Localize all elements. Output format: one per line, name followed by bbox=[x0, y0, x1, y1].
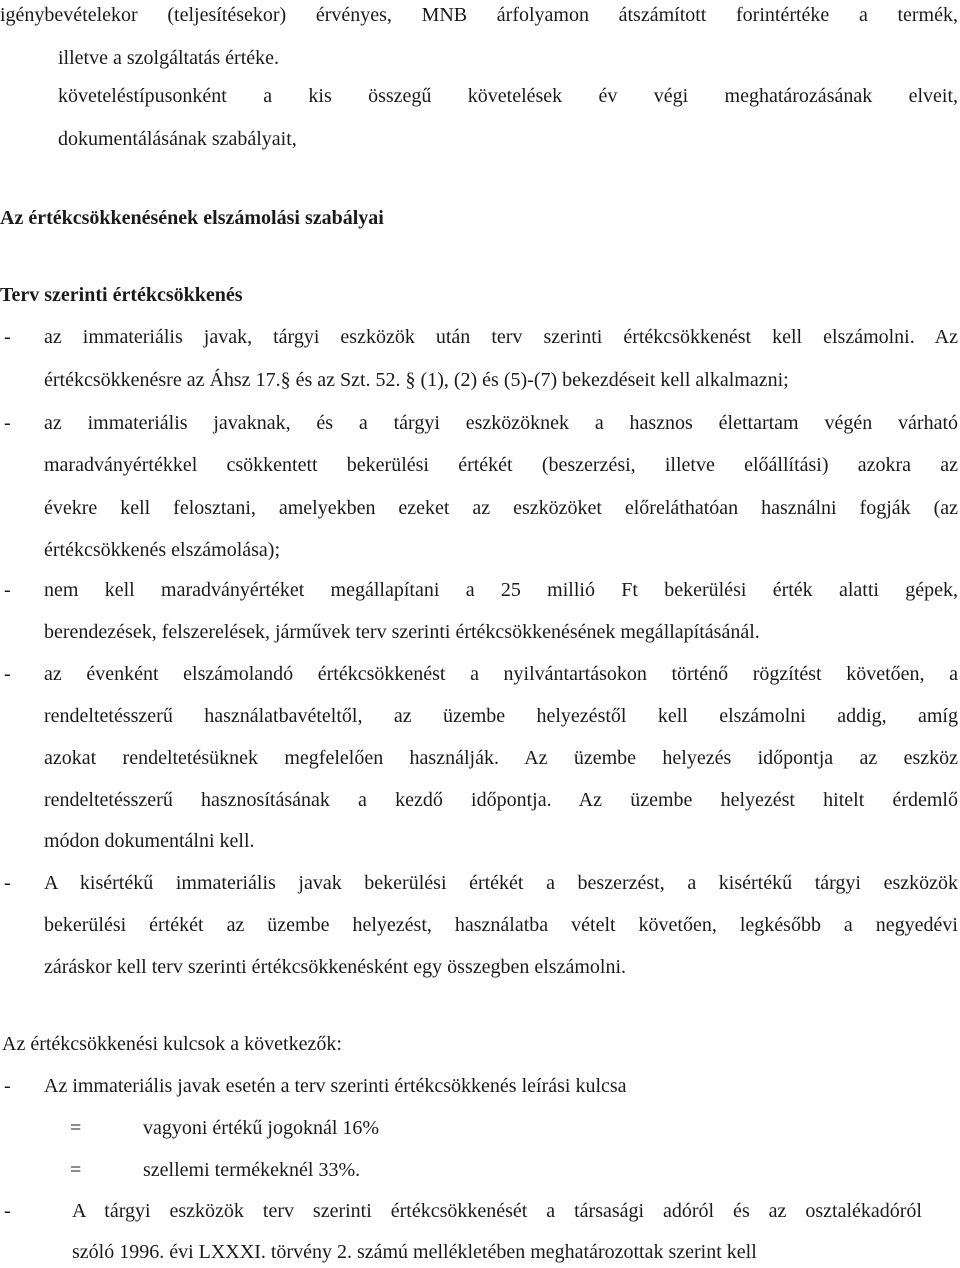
list-item-continuation bbox=[0, 913, 960, 937]
list-item-text: bekerülési értékét az üzembe helyezést, használatba vételt követően, legkésőbb a negyedévi bbox=[44, 914, 958, 936]
list-item-continuation: értékcsökkenés elszámolása); bbox=[44, 539, 281, 561]
list-item-text: rendeltetésszerű használatbavételtől, az üzembe helyezéstől kell elszámolni addig, amíg bbox=[44, 705, 958, 727]
list-item-text: azokat rendeltetésüknek megfelelően használják. Az üzembe helyezés időpontja az eszköz bbox=[44, 747, 958, 769]
list-item-text: az immateriális javak, tárgyi eszközök után terv szerinti értékcsökkenést kell elszámolni. Az bbox=[44, 326, 958, 348]
list-dash: - bbox=[4, 872, 11, 894]
list-item-text: nem kell maradványértéket megállapítani a 25 millió Ft bekerülési érték alatti gépek, bbox=[44, 579, 958, 601]
list-item-continuation bbox=[0, 496, 960, 520]
subsection-heading: Terv szerinti értékcsökkenés bbox=[0, 284, 243, 306]
list-item bbox=[0, 1074, 960, 1098]
rate-text: vagyoni értékű jogoknál 16% bbox=[143, 1117, 380, 1139]
list-item bbox=[0, 411, 960, 435]
list-item-continuation: záráskor kell terv szerinti értékcsökkenésként egy összegben elszámolni. bbox=[44, 956, 627, 978]
list-item-text: A kisértékű immateriális javak bekerülési értékét a beszerzést, a kisértékű tárgyi eszközök bbox=[44, 872, 958, 894]
list-item-text: rendeltetésszerű hasznosításának a kezdő időpontja. Az üzembe helyezést hitelt érdemlő bbox=[44, 789, 958, 811]
list-item-text: A tárgyi eszközök terv szerinti értékcsökkenését a társasági adóról és az osztalékadóról bbox=[72, 1200, 922, 1222]
list-item-continuation bbox=[0, 453, 960, 477]
list-item bbox=[0, 1199, 960, 1223]
list-item-text: az évenként elszámolandó értékcsökkenést a nyilvántartásokon történő rögzítést követően, a bbox=[44, 663, 958, 685]
paragraph-line: illetve a szolgáltatás értéke. bbox=[58, 47, 280, 69]
paragraph-line bbox=[0, 3, 960, 27]
list-item-continuation: értékcsökkenésre az Áhsz 17.§ és az Szt. 52. § (1), (2) és (5)-(7) bekezdéseit kell alkalmazni; bbox=[44, 369, 789, 391]
list-item-continuation: dokumentálásának szabályait, bbox=[58, 128, 297, 150]
list-item-continuation bbox=[0, 788, 960, 812]
list-item-continuation bbox=[0, 704, 960, 728]
list-item-text: követeléstípusonként a kis összegű követelések év végi meghatározásának elveit, bbox=[58, 85, 958, 107]
rate-row bbox=[0, 1158, 960, 1182]
list-item bbox=[0, 871, 960, 895]
list-item bbox=[0, 662, 960, 686]
rates-heading: Az értékcsökkenési kulcsok a következők: bbox=[2, 1033, 342, 1055]
list-item-text: az immateriális javaknak, és a tárgyi eszközöknek a hasznos élettartam végén várható bbox=[44, 412, 958, 434]
list-dash: - bbox=[4, 579, 11, 601]
equals-sign: = bbox=[70, 1159, 82, 1181]
rate-row bbox=[0, 1116, 960, 1140]
rate-text: szellemi termékeknél 33%. bbox=[143, 1159, 361, 1181]
list-dash: - bbox=[4, 1200, 11, 1222]
list-dash: - bbox=[4, 412, 11, 434]
list-dash: - bbox=[4, 326, 11, 348]
list-item bbox=[0, 578, 960, 602]
text: igénybevételekor (teljesítésekor) érvényes, MNB árfolyamon átszámított forintértéke a termék, bbox=[0, 4, 958, 26]
list-item bbox=[0, 84, 960, 108]
section-heading: Az értékcsökkenésének elszámolási szabályai bbox=[0, 207, 384, 229]
list-dash: - bbox=[4, 1075, 11, 1097]
list-item-text: Az immateriális javak esetén a terv szerinti értékcsökkenés leírási kulcsa bbox=[44, 1075, 627, 1097]
list-item-text: maradványértékkel csökkentett bekerülési értékét (beszerzési, illetve előállítási) azokra az bbox=[44, 454, 958, 476]
list-item-continuation: berendezések, felszerelések, járművek terv szerinti értékcsökkenésének megállapításánál. bbox=[44, 621, 760, 643]
list-item-continuation bbox=[0, 746, 960, 770]
list-item-continuation: módon dokumentálni kell. bbox=[44, 830, 255, 852]
list-item bbox=[0, 325, 960, 349]
list-item-text: évekre kell felosztani, amelyekben ezeket az eszközöket előreláthatóan használni fogják (az bbox=[44, 497, 958, 519]
list-dash: - bbox=[4, 663, 11, 685]
list-item-continuation: szóló 1996. évi LXXXI. törvény 2. számú mellékletében meghatározottak szerint kell bbox=[72, 1241, 757, 1263]
equals-sign: = bbox=[70, 1117, 82, 1139]
